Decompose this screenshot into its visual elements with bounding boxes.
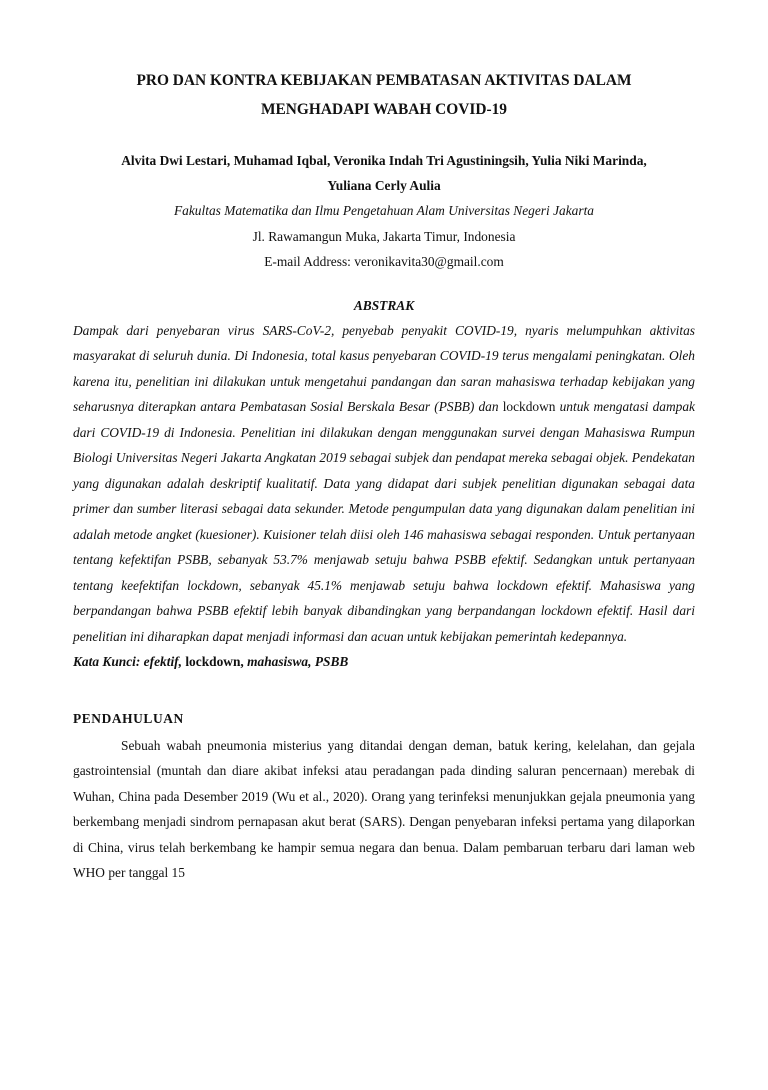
keyword-lockdown: lockdown, xyxy=(181,654,244,669)
author-list xyxy=(73,148,695,198)
abstract-text xyxy=(73,318,695,650)
affiliation-email: E-mail Address: veronikavita30@gmail.com xyxy=(264,254,504,269)
abstract-heading: ABSTRAK xyxy=(353,297,415,313)
abstract-part-1: Dampak dari penyebaran virus SARS-CoV-2, penyebab penyakit COVID-19, nyaris melumpuhkan aktivitas masyarakat di seluruh dunia. Di Indonesia, total kasus penyebaran COVID-19 terus mengalami peningkatan. Oleh karena itu, penelitian ini dilakukan untuk mengetahui pandangan dan saran mahasiswa terhadap kebijakan yang seharusnya diterapkan antara Pembatasan Sosial Berskala Besar (PSBB) dan xyxy=(73,322,695,414)
section-heading-introduction: PENDAHULUAN xyxy=(73,710,184,726)
authors-line-1: Alvita Dwi Lestari, Muhamad Iqbal, Veronika Indah Tri Agustiningsih, Yulia Niki Marinda, xyxy=(121,153,647,168)
authors-line-2: Yuliana Cerly Aulia xyxy=(327,178,441,193)
abstract-lockdown-term: lockdown xyxy=(502,399,556,414)
document-page xyxy=(0,66,768,1090)
keyword-rest: mahasiswa, PSBB xyxy=(243,654,349,669)
keywords-line xyxy=(73,649,695,675)
abstract-part-2: untuk mengatasi dampak dari COVID-19 di Indonesia. Penelitian ini dilakukan dengan menggunakan survei dengan Mahasiswa Rumpun Biologi Universitas Negeri Jakarta Angkatan 2019 sebagai subjek dan pendapat mereka sebagai objek. Pendekatan yang digunakan adalah deskriptif kualitatif. Data yang didapat dari subjek penelitian digunakan sebagai data primer dan sumber literasi sebagai data sekunder. Metode pengumpulan data yang digunakan dalam penelitian ini adalah metode angket (kuesioner). Kuisioner telah diisi oleh 146 mahasiswa sebagai responden. Untuk pertanyaan tentang kefektifan PSBB, sebanyak 53.7% menjawab setuju bahwa PSBB efektif. Sedangkan untuk pertanyaan tentang keefektifan lockdown, sebanyak 45.1% menjawab setuju bahwa lockdown efektif. Mahasiswa yang berpandangan bahwa PSBB efektif lebih banyak dibandingkan yang berpandangan lockdown efektif. Hasil dari penelitian ini diharapkan dapat menjadi informasi dan acuan untuk kebijakan pemerintah kedepannya. xyxy=(73,399,696,644)
paper-title xyxy=(73,66,695,124)
title-line-2: MENGHADAPI WABAH COVID-19 xyxy=(261,101,507,118)
keywords-label: Kata Kunci: efektif, xyxy=(73,654,182,669)
affiliation-faculty: Fakultas Matematika dan Ilmu Pengetahuan Alam Universitas Negeri Jakarta xyxy=(173,203,594,218)
introduction-text: Sebuah wabah pneumonia misterius yang ditandai dengan deman, batuk kering, kelelahan, dan gejala gastrointensial (muntah dan diare akibat infeksi atau peradangan pada dinding saluran pencernaan) merebak di Wuhan, China pada Desember 2019 (Wu et al., 2020). Orang yang terinfeksi menunjukkan gejala pneumonia yang berkembang menjadi sindrom pernapasan akut berat (SARS). Dengan penyebaran infeksi pertama yang dilaporkan di China, virus telah berkembang ke hampir semua negara dan benua. Dalam pembaruan terbaru dari laman web WHO per tanggal 15 xyxy=(73,737,695,880)
title-line-1: PRO DAN KONTRA KEBIJAKAN PEMBATASAN AKTIVITAS DALAM xyxy=(136,72,632,89)
affiliation-address: Jl. Rawamangun Muka, Jakarta Timur, Indonesia xyxy=(252,228,516,244)
